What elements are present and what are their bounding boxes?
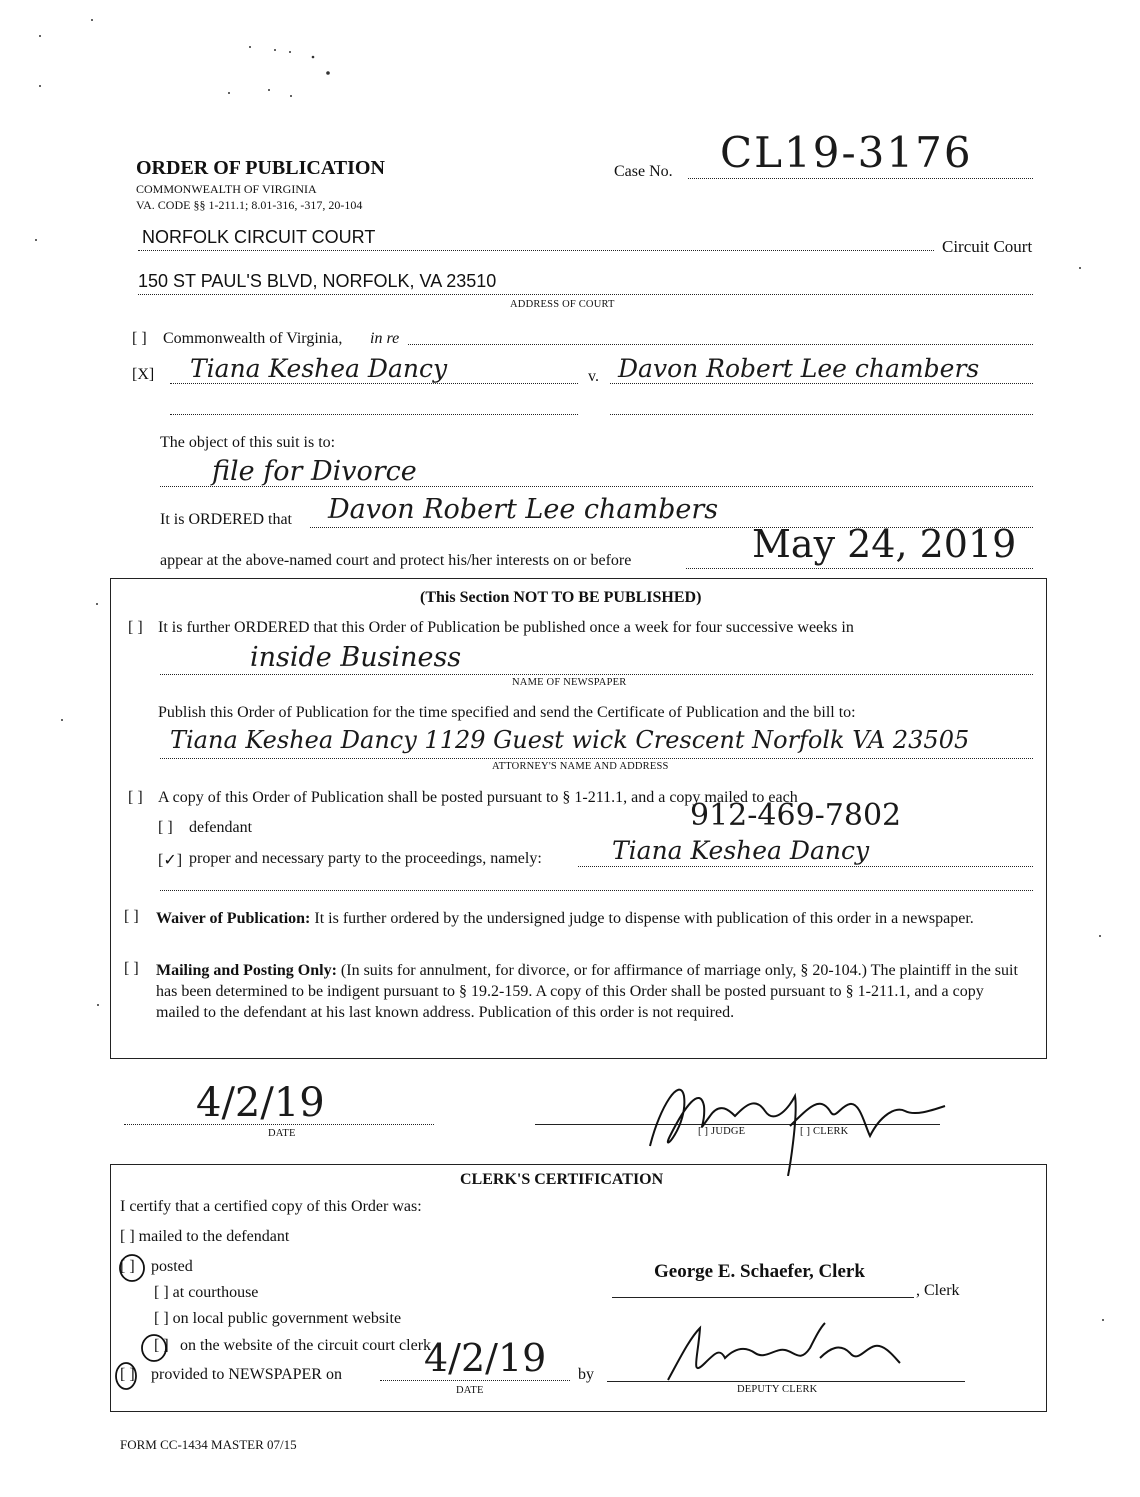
- form-subtitle: COMMONWEALTH OF VIRGINIA: [136, 182, 317, 196]
- order-date-caption: DATE: [268, 1128, 296, 1139]
- posted-option-label: posted: [151, 1258, 193, 1275]
- party-label: proper and necessary party to the proceedings, namely:: [189, 850, 542, 867]
- judge-checkbox[interactable]: [ ] JUDGE: [698, 1126, 746, 1137]
- publish-checkbox[interactable]: [ ]: [128, 619, 143, 636]
- clerk-stamp: George E. Schaefer, Clerk: [654, 1261, 865, 1282]
- clerk-checkbox[interactable]: [ ] CLERK: [800, 1126, 849, 1137]
- versus-checkbox[interactable]: [X]: [132, 366, 155, 383]
- mailed-option[interactable]: [ ] mailed to the defendant: [120, 1228, 290, 1245]
- newspaper-date-caption: DATE: [456, 1385, 484, 1396]
- appear-date: May 24, 2019: [752, 522, 1017, 566]
- defendant-label: defendant: [189, 819, 253, 836]
- appear-text: appear at the above-named court and protect his/her interests on or before: [160, 552, 632, 569]
- ordered-name: Davon Robert Lee chambers: [328, 494, 719, 525]
- in-re-label: in re: [370, 330, 400, 347]
- posted-checkbox[interactable]: [ ]: [128, 789, 143, 806]
- waiver-checkbox[interactable]: [ ]: [124, 908, 139, 925]
- form-code-reference: VA. CODE §§ 1-211.1; 8.01-316, -317, 20-104: [136, 198, 363, 212]
- party-checkbox[interactable]: [✓]: [158, 852, 183, 869]
- posted-option-checkbox[interactable]: [ ]: [120, 1258, 135, 1275]
- court-address-caption: ADDRESS OF COURT: [510, 299, 615, 310]
- local-website-option[interactable]: [ ] on local public government website: [154, 1310, 402, 1327]
- hand-check-marks: [110, 1248, 190, 1398]
- ordered-label: It is ORDERED that: [160, 511, 292, 528]
- newspaper-date: 4/2/19: [424, 1336, 547, 1380]
- attorney-name-address: Tiana Keshea Dancy 1129 Guest wick Crescent Norfolk VA 23505: [170, 726, 970, 754]
- court-name: NORFOLK CIRCUIT COURT: [142, 227, 376, 247]
- newspaper-caption: NAME OF NEWSPAPER: [512, 677, 627, 688]
- deputy-clerk-caption: DEPUTY CLERK: [737, 1384, 818, 1395]
- commonwealth-checkbox[interactable]: [ ]: [132, 330, 147, 347]
- form-title: ORDER OF PUBLICATION: [136, 157, 385, 179]
- form-number: FORM CC-1434 MASTER 07/15: [120, 1437, 297, 1452]
- plaintiff-name: Tiana Keshea Dancy: [190, 354, 448, 383]
- certification-intro: I certify that a certified copy of this Order was:: [120, 1198, 422, 1215]
- object-label: The object of this suit is to:: [160, 434, 336, 451]
- publish-text: It is further ORDERED that this Order of Publication be published once a week for four successive weeks in: [158, 619, 854, 636]
- party-name: Tiana Keshea Dancy: [612, 836, 870, 865]
- court-name-suffix: Circuit Court: [942, 237, 1033, 256]
- mailing-text: (In suits for annulment, for divorce, or for affirmance of marriage only, § 20-104.) The plaintiff in the suit has been determined to be indigent pursuant to § 19.2-159. A copy of this Order shall be posted pursuant to § 1-211.1, and a copy mailed to the defendant at his last known address. Publication of this order is not required.: [156, 962, 1018, 1021]
- judge-signature: [640, 1066, 960, 1176]
- clerk-suffix: , Clerk: [916, 1282, 960, 1299]
- mailing-title: Mailing and Posting Only:: [156, 962, 337, 979]
- court-address: 150 ST PAUL'S BLVD, NORFOLK, VA 23510: [138, 271, 497, 291]
- commonwealth-label: Commonwealth of Virginia,: [163, 330, 343, 347]
- phone-number: 912-469-7802: [690, 798, 902, 833]
- waiver-title: Waiver of Publication:: [156, 910, 311, 927]
- defendant-name: Davon Robert Lee chambers: [618, 354, 980, 383]
- order-date: 4/2/19: [196, 1080, 325, 1126]
- newspaper-name: inside Business: [250, 642, 462, 673]
- by-label: by: [578, 1366, 594, 1383]
- posted-text: A copy of this Order of Publication shall be posted pursuant to § 1-211.1, and a copy mailed to each: [158, 789, 798, 806]
- court-website-label: on the website of the circuit court clerk: [180, 1337, 432, 1354]
- newspaper-option-checkbox[interactable]: [ ]: [120, 1366, 135, 1383]
- certification-heading: CLERK'S CERTIFICATION: [460, 1171, 664, 1188]
- defendant-checkbox[interactable]: [ ]: [158, 819, 173, 836]
- mailing-paragraph: [156, 960, 1018, 1023]
- send-text: Publish this Order of Publication for the time specified and send the Certificate of Publication and the bill to:: [158, 704, 856, 721]
- waiver-text: It is further ordered by the undersigned judge to dispense with publication of this order in a newspaper.: [314, 910, 974, 927]
- court-website-checkbox[interactable]: [ ]: [154, 1337, 169, 1354]
- mailing-checkbox[interactable]: [ ]: [124, 960, 139, 977]
- deputy-clerk-signature: [660, 1318, 920, 1394]
- case-number-label: Case No.: [614, 163, 673, 180]
- not-published-heading: (This Section NOT TO BE PUBLISHED): [420, 589, 702, 606]
- object-value: file for Divorce: [212, 456, 417, 487]
- newspaper-option-label: provided to NEWSPAPER on: [151, 1366, 342, 1383]
- attorney-caption: ATTORNEY'S NAME AND ADDRESS: [492, 761, 669, 772]
- waiver-paragraph: [156, 908, 1026, 929]
- versus-label: v.: [588, 368, 599, 385]
- case-number-value: CL19-3176: [720, 128, 973, 177]
- at-courthouse-option[interactable]: [ ] at courthouse: [154, 1284, 259, 1301]
